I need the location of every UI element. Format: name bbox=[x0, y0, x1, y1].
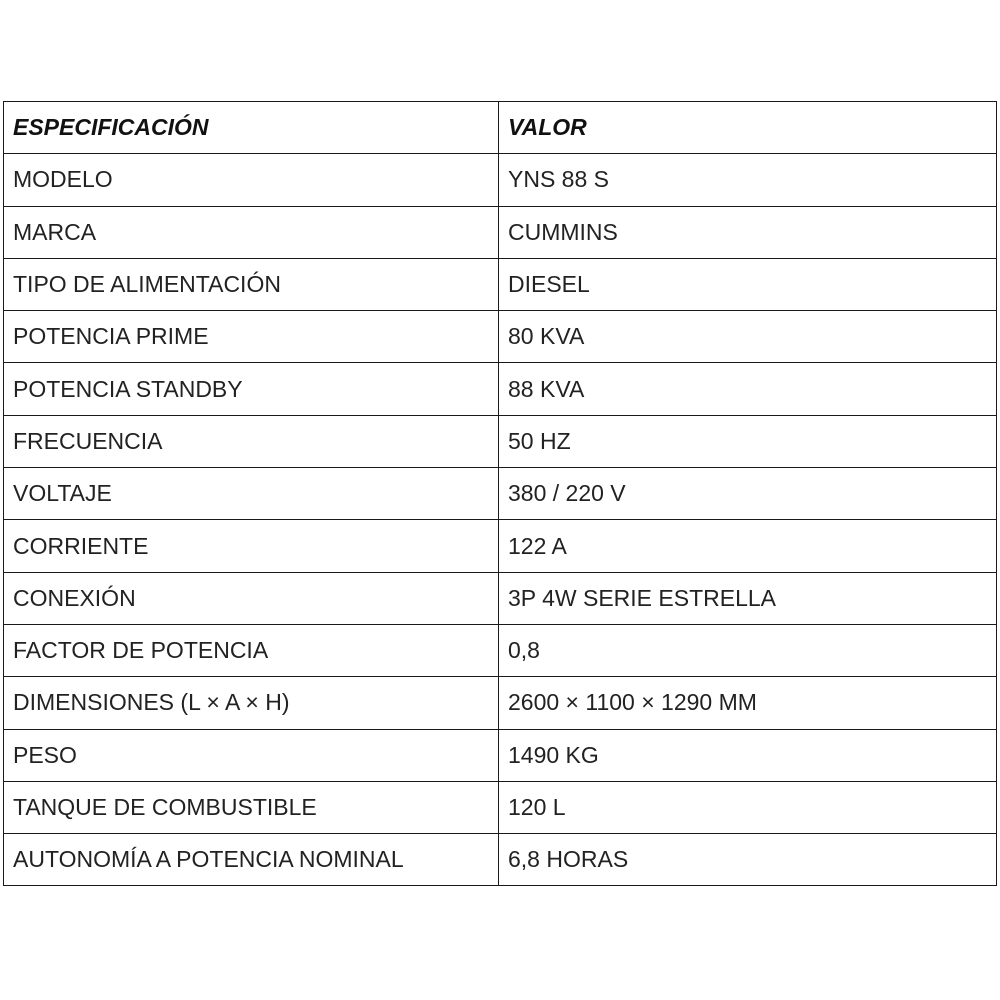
table-row bbox=[4, 520, 997, 572]
value-cell: 1490 KG bbox=[499, 729, 997, 781]
spec-cell: CONEXIÓN bbox=[4, 572, 499, 624]
table-row bbox=[4, 468, 997, 520]
table-row bbox=[4, 572, 997, 624]
value-cell: 3P 4W SERIE ESTRELLA bbox=[499, 572, 997, 624]
table-row bbox=[4, 677, 997, 729]
value-cell: 88 KVA bbox=[499, 363, 997, 415]
table-header-row bbox=[4, 102, 997, 154]
table-row bbox=[4, 781, 997, 833]
value-cell: CUMMINS bbox=[499, 206, 997, 258]
value-cell: 80 KVA bbox=[499, 311, 997, 363]
value-cell: DIESEL bbox=[499, 258, 997, 310]
header-spec: ESPECIFICACIÓN bbox=[4, 102, 499, 154]
table-row bbox=[4, 206, 997, 258]
spec-cell: TANQUE DE COMBUSTIBLE bbox=[4, 781, 499, 833]
table-row bbox=[4, 258, 997, 310]
table-row bbox=[4, 154, 997, 206]
value-cell: 6,8 HORAS bbox=[499, 834, 997, 886]
value-cell: 120 L bbox=[499, 781, 997, 833]
table-row bbox=[4, 834, 997, 886]
spec-cell: CORRIENTE bbox=[4, 520, 499, 572]
spec-cell: DIMENSIONES (L × A × H) bbox=[4, 677, 499, 729]
spec-cell: AUTONOMÍA A POTENCIA NOMINAL bbox=[4, 834, 499, 886]
value-cell: 380 / 220 V bbox=[499, 468, 997, 520]
spec-table bbox=[3, 101, 997, 886]
spec-cell: MARCA bbox=[4, 206, 499, 258]
value-cell: 122 A bbox=[499, 520, 997, 572]
value-cell: 2600 × 1100 × 1290 MM bbox=[499, 677, 997, 729]
spec-cell: POTENCIA PRIME bbox=[4, 311, 499, 363]
header-value: VALOR bbox=[499, 102, 997, 154]
value-cell: 50 HZ bbox=[499, 415, 997, 467]
value-cell: 0,8 bbox=[499, 624, 997, 676]
table-row bbox=[4, 624, 997, 676]
spec-cell: MODELO bbox=[4, 154, 499, 206]
spec-cell: FACTOR DE POTENCIA bbox=[4, 624, 499, 676]
table-row bbox=[4, 311, 997, 363]
value-cell: YNS 88 S bbox=[499, 154, 997, 206]
spec-cell: PESO bbox=[4, 729, 499, 781]
table-row bbox=[4, 363, 997, 415]
table-row bbox=[4, 729, 997, 781]
table-row bbox=[4, 415, 997, 467]
spec-cell: VOLTAJE bbox=[4, 468, 499, 520]
spec-cell: POTENCIA STANDBY bbox=[4, 363, 499, 415]
spec-cell: FRECUENCIA bbox=[4, 415, 499, 467]
spec-cell: TIPO DE ALIMENTACIÓN bbox=[4, 258, 499, 310]
